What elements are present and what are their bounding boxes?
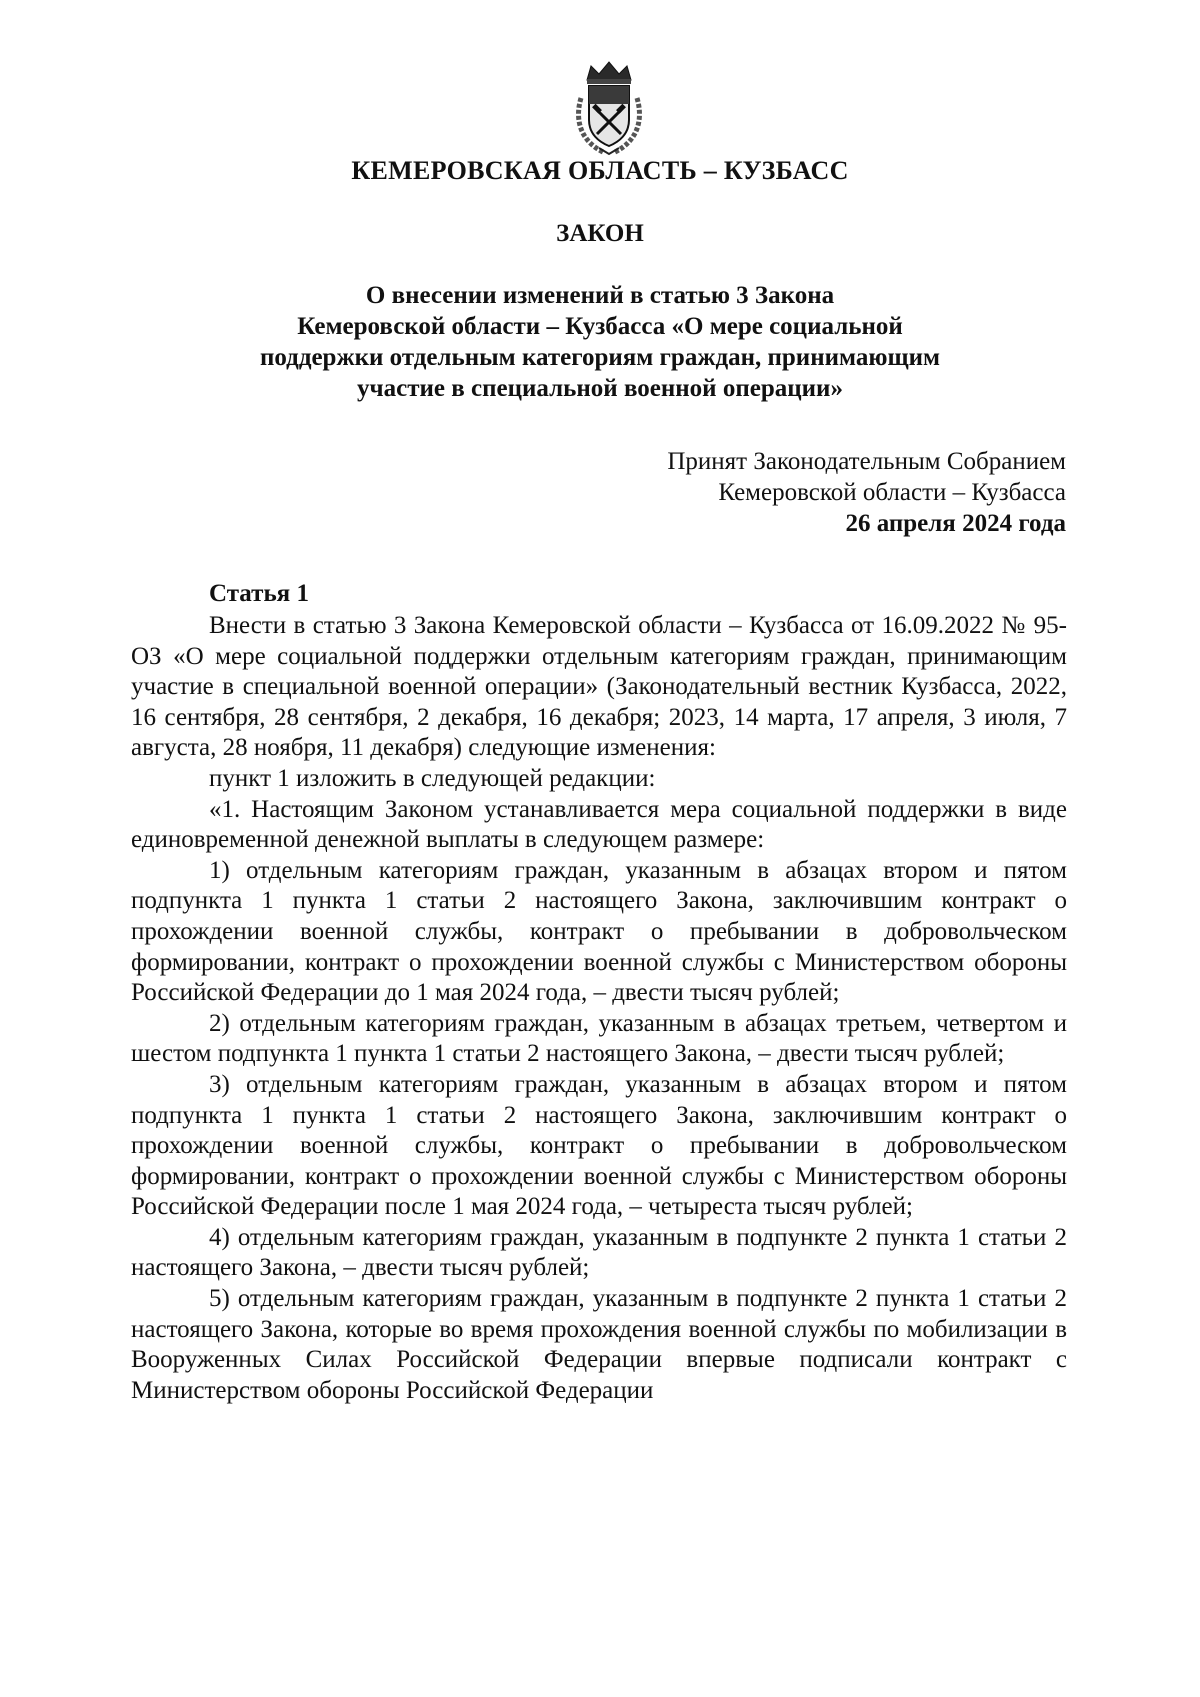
article-paragraph: пункт 1 изложить в следующей редакции: bbox=[209, 764, 656, 792]
article-body bbox=[131, 611, 1067, 1406]
law-title-line: поддержки отдельным категориям граждан, принимающим bbox=[259, 344, 941, 371]
article-paragraph: 4) отдельным категориям граждан, указанным в подпункте 2 пункта 1 статьи 2 настоящего Закона, – двести тысяч рублей; bbox=[131, 1223, 1067, 1282]
article-heading: Статья 1 bbox=[209, 580, 309, 607]
region-name: КЕМЕРОВСКАЯ ОБЛАСТЬ – КУЗБАСС bbox=[351, 156, 849, 185]
article-paragraph: Внести в статью 3 Закона Кемеровской области – Кузбасса от 16.09.2022 № 95-ОЗ «О мере социальной поддержки отдельным категориям граждан, принимающим участие в специальной военной операции» (Законодательный вестник Кузбасса, 2022, 16 сентября, 28 сентября, 2 декабря, 16 декабря; 2023, 14 марта, 17 апреля, 3 июля, 7 августа, 28 ноября, 11 декабря) следующие изменения: bbox=[131, 612, 1067, 762]
article-paragraph: 5) отдельным категориям граждан, указанным в подпункте 2 пункта 1 статьи 2 настоящего Закона, которые во время прохождения военной службы по мобилизации в Вооруженных Силах Российской Федерации впервые подписали контракт с Министерством обороны Российской Федерации bbox=[131, 1285, 1067, 1404]
article-paragraph: 1) отдельным категориям граждан, указанным в абзацах втором и пятом подпункта 1 пункта 1 статьи 2 настоящего Закона, заключившим контракт о прохождении военной службы, контракт о пребывании в добровольческом формировании, контракт о прохождении военной службы с Министерством обороны Российской Федерации до 1 мая 2024 года, – двести тысяч рублей; bbox=[131, 856, 1067, 1007]
adoption-line: Кемеровской области – Кузбасса bbox=[718, 479, 1066, 506]
adoption-block bbox=[667, 446, 1066, 539]
law-title-line: О внесении изменений в статью 3 Закона bbox=[365, 282, 835, 309]
coat-of-arms-icon bbox=[573, 58, 645, 156]
article-paragraph: «1. Настоящим Законом устанавливается мера социальной поддержки в виде единовременной денежной выплаты в следующем размере: bbox=[131, 795, 1067, 854]
article-paragraph: 3) отдельным категориям граждан, указанным в абзацах втором и пятом подпункта 1 пункта 1 статьи 2 настоящего Закона, заключившим контракт о прохождении военной службы, контракт о пребывании в добровольческом формировании, контракт о прохождении военной службы с Министерством обороны Российской Федерации после 1 мая 2024 года, – четыреста тысяч рублей; bbox=[131, 1070, 1067, 1221]
adoption-date: 26 апреля 2024 года bbox=[845, 510, 1066, 537]
article-paragraph: 2) отдельным категориям граждан, указанным в абзацах третьем, четвертом и шестом подпункта 1 пункта 1 статьи 2 настоящего Закона, – двести тысяч рублей; bbox=[131, 1009, 1067, 1068]
law-title-line: Кемеровской области – Кузбасса «О мере социальной bbox=[297, 313, 903, 340]
adoption-line: Принят Законодательным Собранием bbox=[667, 448, 1066, 475]
document-type: ЗАКОН bbox=[556, 220, 644, 247]
law-title-line: участие в специальной военной операции» bbox=[357, 375, 843, 402]
law-title bbox=[180, 280, 1020, 404]
